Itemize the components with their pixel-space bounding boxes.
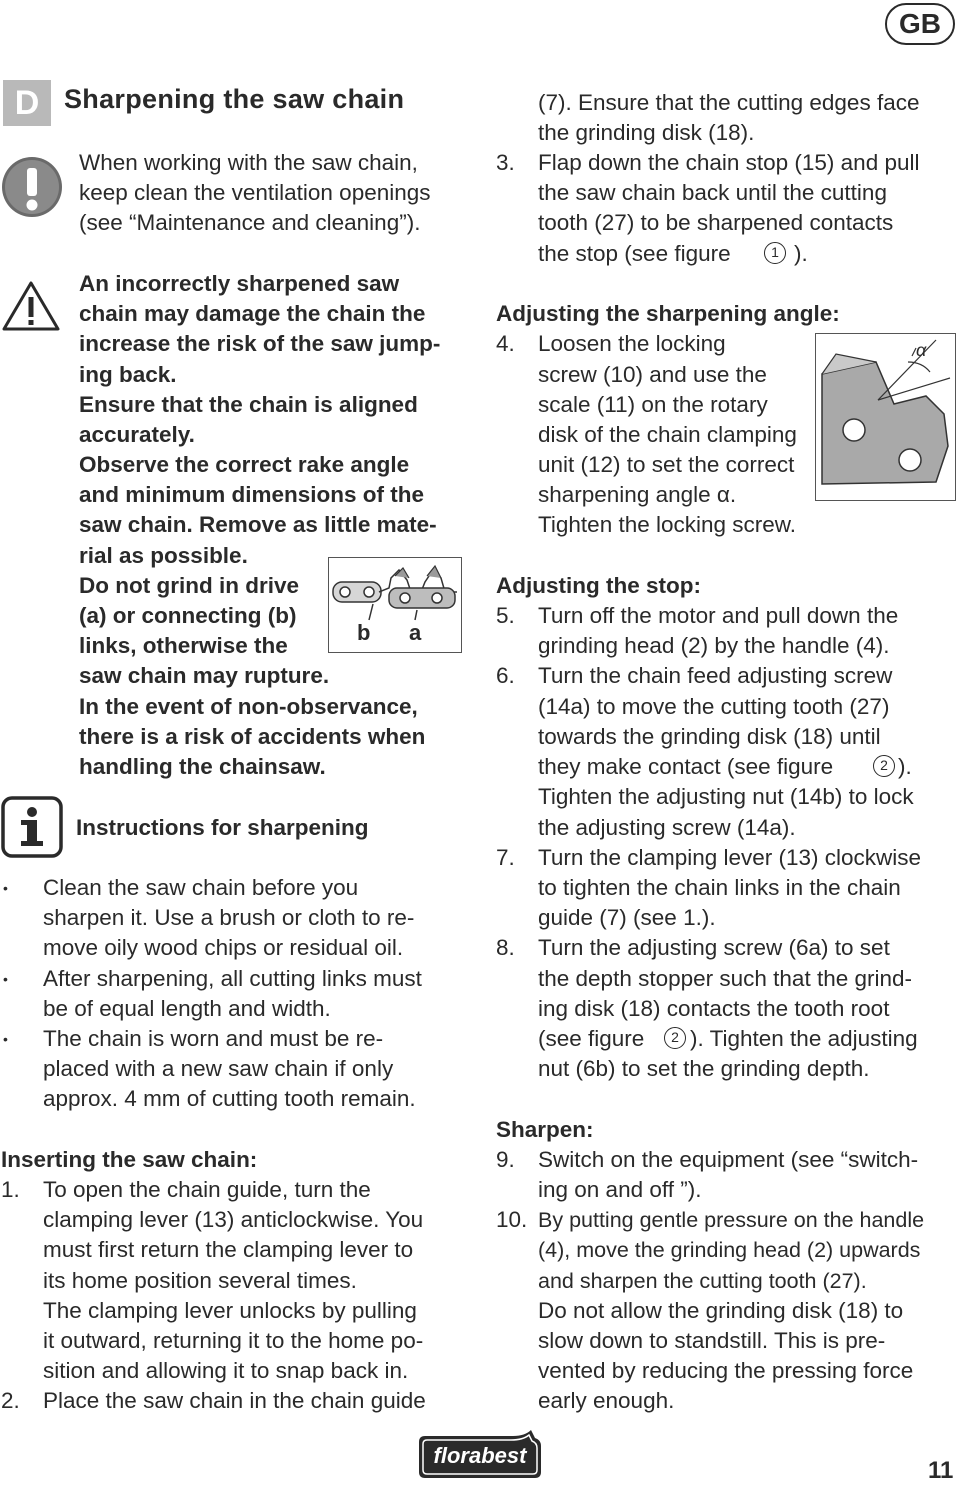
step2-line: Place the saw chain in the chain guide bbox=[43, 1388, 426, 1413]
step6-line: towards the grinding disk (18) until bbox=[538, 724, 881, 749]
warning-line: rial as possible. bbox=[79, 543, 248, 568]
note-line: (see “Maintenance and cleaning”). bbox=[79, 210, 421, 235]
step-number: 6. bbox=[496, 663, 515, 688]
info-icon bbox=[1, 796, 63, 858]
step2-continued-line: (7). Ensure that the cutting edges face bbox=[538, 90, 920, 115]
chain-links-drawing bbox=[329, 558, 460, 651]
step1-line: clamping lever (13) anticlockwise. You bbox=[43, 1207, 424, 1232]
warning-line: handling the chainsaw. bbox=[79, 754, 326, 779]
angle-heading: Adjusting the sharpening angle: bbox=[496, 301, 840, 326]
bullet-line: move oily wood chips or residual oil. bbox=[43, 935, 404, 960]
step6-line: they make contact (see figure bbox=[538, 754, 834, 779]
bullet-line: Clean the saw chain before you bbox=[43, 875, 359, 900]
step10-line: and sharpen the cutting tooth (27). bbox=[538, 1269, 867, 1293]
step-number: 4. bbox=[496, 331, 515, 356]
step6-line-end: ). bbox=[898, 754, 912, 779]
brand-name: florabest bbox=[433, 1443, 527, 1468]
step6-line: (14a) to move the cutting tooth (27) bbox=[538, 694, 890, 719]
step8-line-end: ). Tighten the adjusting bbox=[690, 1026, 918, 1051]
warning-line: links, otherwise the bbox=[79, 633, 288, 658]
bullet-line: approx. 4 mm of cutting tooth remain. bbox=[43, 1086, 416, 1111]
warning-line: ing back. bbox=[79, 362, 177, 387]
cutting-tooth-drawing bbox=[816, 334, 954, 499]
step6-line: Tighten the adjusting nut (14b) to lock bbox=[538, 784, 914, 809]
warning-line: saw chain. Remove as little mate- bbox=[79, 512, 437, 537]
angle-alpha-label: α bbox=[916, 340, 927, 360]
warning-line: An incorrectly sharpened saw bbox=[79, 271, 400, 296]
step10-line: (4), move the grinding head (2) upwards bbox=[538, 1238, 921, 1262]
warning-line: chain may damage the chain the bbox=[79, 301, 426, 326]
language-badge: GB bbox=[885, 3, 955, 45]
step-number: 2. bbox=[1, 1388, 20, 1413]
step1-line: its home position several times. bbox=[43, 1268, 357, 1293]
step4-line: unit (12) to set the correct bbox=[538, 452, 795, 477]
step6-line: the adjusting screw (14a). bbox=[538, 815, 796, 840]
warning-line: and minimum dimensions of the bbox=[79, 482, 425, 507]
bullet-line: placed with a new saw chain if only bbox=[43, 1056, 394, 1081]
warning-line: there is a risk of accidents when bbox=[79, 724, 426, 749]
bullet-marker: • bbox=[3, 880, 8, 896]
bullet-marker: • bbox=[3, 971, 8, 987]
step1-line: The clamping lever unlocks by pulling bbox=[43, 1298, 417, 1323]
step4-line: screw (10) and use the bbox=[538, 362, 767, 387]
step5-line: Turn off the motor and pull down the bbox=[538, 603, 899, 628]
step-number: 3. bbox=[496, 150, 515, 175]
step3-line-end: ). bbox=[794, 241, 808, 266]
step4-line: Loosen the locking bbox=[538, 331, 726, 356]
step8-line: (see figure bbox=[538, 1026, 645, 1051]
step10-line: early enough. bbox=[538, 1388, 675, 1413]
step4-line: sharpening angle α. bbox=[538, 482, 737, 507]
step-number: 10. bbox=[496, 1207, 528, 1232]
step4-line: scale (11) on the rotary bbox=[538, 392, 768, 417]
step10-line: slow down to standstill. This is pre- bbox=[538, 1328, 886, 1353]
warning-line: saw chain may rupture. bbox=[79, 663, 330, 688]
bullet-marker: • bbox=[3, 1031, 8, 1047]
bullet-line: After sharpening, all cutting links must bbox=[43, 966, 422, 991]
bullet-line: The chain is worn and must be re- bbox=[43, 1026, 384, 1051]
warning-line: accurately. bbox=[79, 422, 195, 447]
florabest-logo bbox=[413, 1430, 547, 1482]
step4-line: Tighten the locking screw. bbox=[538, 512, 797, 537]
note-line: When working with the saw chain, bbox=[79, 150, 418, 175]
warning-line: increase the risk of the saw jump- bbox=[79, 331, 441, 356]
step2-continued-line: the grinding disk (18). bbox=[538, 120, 755, 145]
step3-line: tooth (27) to be sharpened contacts bbox=[538, 210, 894, 235]
warning-line: Do not grind in drive bbox=[79, 573, 299, 598]
step10-line: By putting gentle pressure on the handle bbox=[538, 1208, 925, 1232]
step-number: 8. bbox=[496, 935, 515, 960]
chain-links-figure bbox=[328, 557, 462, 653]
figure-1-marker: 1 bbox=[764, 242, 786, 264]
stop-heading: Adjusting the stop: bbox=[496, 573, 701, 598]
warning-line: In the event of non-observance, bbox=[79, 694, 418, 719]
step10-line: vented by reducing the pressing force bbox=[538, 1358, 914, 1383]
step6-line: Turn the chain feed adjusting screw bbox=[538, 663, 893, 688]
step9-line: Switch on the equipment (see “switch- bbox=[538, 1147, 919, 1172]
bullet-line: sharpen it. Use a brush or cloth to re- bbox=[43, 905, 415, 930]
step5-line: grinding head (2) by the handle (4). bbox=[538, 633, 890, 658]
page-number: 11 bbox=[928, 1457, 954, 1484]
step1-line: must first return the clamping lever to bbox=[43, 1237, 414, 1262]
exclamation-icon bbox=[0, 156, 66, 220]
step-number: 1. bbox=[1, 1177, 20, 1202]
step-number: 9. bbox=[496, 1147, 515, 1172]
figure-2-marker: 2 bbox=[873, 755, 895, 777]
step7-line: Turn the clamping lever (13) clockwise bbox=[538, 845, 922, 870]
step7-line: guide (7) (see 1.). bbox=[538, 905, 716, 930]
step7-line: to tighten the chain links in the chain bbox=[538, 875, 901, 900]
note-line: keep clean the ventilation openings bbox=[79, 180, 431, 205]
step-number: 7. bbox=[496, 845, 515, 870]
warning-triangle-icon bbox=[2, 280, 60, 332]
warning-line: Observe the correct rake angle bbox=[79, 452, 410, 477]
figure-2-marker: 2 bbox=[664, 1027, 686, 1049]
figure-label-b: b bbox=[357, 620, 371, 645]
step9-line: ing on and off ”). bbox=[538, 1177, 702, 1202]
sharpening-angle-figure bbox=[815, 333, 956, 501]
section-letter: D bbox=[3, 80, 51, 126]
step8-line: nut (6b) to set the grinding depth. bbox=[538, 1056, 870, 1081]
step3-line: the stop (see figure bbox=[538, 241, 731, 266]
step8-line: Turn the adjusting screw (6a) to set bbox=[538, 935, 890, 960]
step-number: 5. bbox=[496, 603, 515, 628]
warning-line: (a) or connecting (b) bbox=[79, 603, 297, 628]
step4-line: disk of the chain clamping bbox=[538, 422, 797, 447]
step3-line: Flap down the chain stop (15) and pull bbox=[538, 150, 920, 175]
info-heading: Instructions for sharpening bbox=[76, 815, 369, 840]
sharpen-heading: Sharpen: bbox=[496, 1117, 594, 1142]
figure-label-a: a bbox=[409, 620, 422, 645]
step3-line: the saw chain back until the cutting bbox=[538, 180, 887, 205]
step1-line: To open the chain guide, turn the bbox=[43, 1177, 371, 1202]
step8-line: ing disk (18) contacts the tooth root bbox=[538, 996, 890, 1021]
bullet-line: be of equal length and width. bbox=[43, 996, 331, 1021]
step8-line: the depth stopper such that the grind- bbox=[538, 966, 912, 991]
step1-line: it outward, returning it to the home po- bbox=[43, 1328, 424, 1353]
warning-line: Ensure that the chain is aligned bbox=[79, 392, 418, 417]
step1-line: sition and allowing it to snap back in. bbox=[43, 1358, 409, 1383]
step10-line: Do not allow the grinding disk (18) to bbox=[538, 1298, 904, 1323]
section-title: Sharpening the saw chain bbox=[64, 84, 405, 114]
inserting-heading: Inserting the saw chain: bbox=[1, 1147, 258, 1172]
